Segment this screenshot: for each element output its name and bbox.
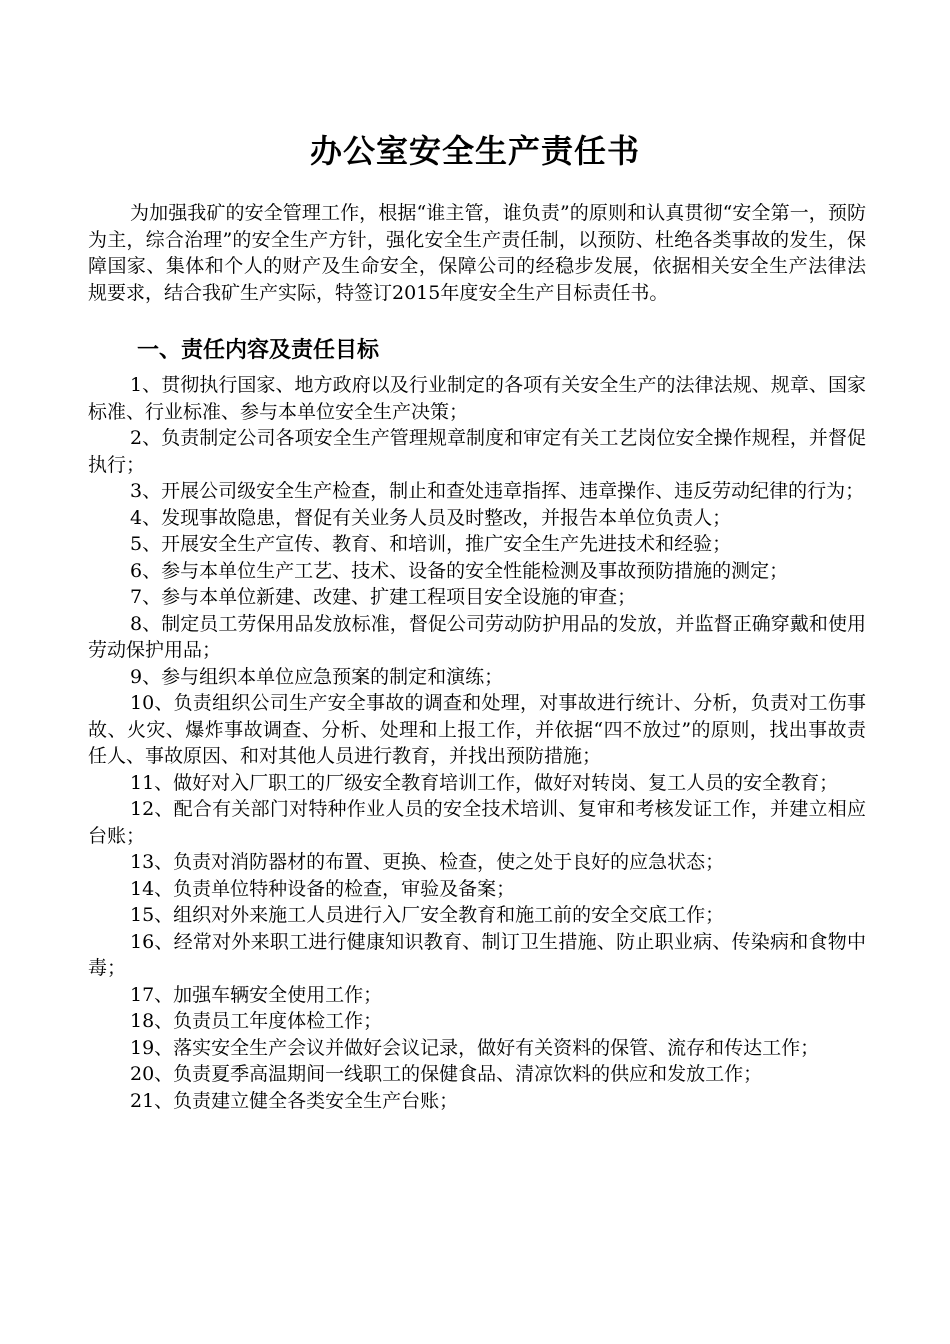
list-item: 14、负责单位特种设备的检查，审验及备案； [130,877,516,900]
list-item: 3、开展公司级安全生产检查，制止和查处违章指挥、违章操作、违反劳动纪律的行为； [130,480,865,502]
intro-paragraph: 为加强我矿的安全管理工作，根据“谁主管，谁负责”的原则和认真贯彻“安全第一，预防为主，综合治理”的安全生产方针，强化安全生产责任制，以预防、杜绝各类事故的发生，保障国家、集体和个人的财产及生命安全，保障公司的经稳步发展，依据相关安全生产法律法规要求，结合我矿生产实际，特签订2015年度安全生产目标责任书。 [88,202,866,304]
list-item: 17、加强车辆安全使用工作； [130,983,383,1006]
list-item: 7、参与本单位新建、改建、扩建工程项目安全设施的审查； [130,586,637,608]
list-item: 20、负责夏季高温期间一线职工的保健食品、清凉饮料的供应和发放工作； [130,1063,763,1085]
list-item: 10、负责组织公司生产安全事故的调查和处理，对事故进行统计、分析，负责对工伤事故、火灾、爆炸事故调查、分析、处理和上报工作，并依据“四不放过”的原则，找出事故责任人、事故原因、和对其他人员进行教育，并找出预防措施； [88,692,866,767]
list-item: 11、做好对入厂职工的厂级安全教育培训工作，做好对转岗、复工人员的安全教育； [130,771,839,794]
list-item: 16、经常对外来职工进行健康知识教育、制订卫生措施、防止职业病、传染病和食物中毒； [88,930,866,979]
list-item: 1、贯彻执行国家、地方政府以及行业制定的各项有关安全生产的法律法规、规章、国家标准、行业标准、参与本单位安全生产决策； [88,374,866,423]
section-heading: 一、责任内容及责任目标 [137,337,380,363]
list-item: 13、负责对消防器材的布置、更换、检查，使之处于良好的应急状态； [130,851,725,873]
document-title: 办公室安全生产责任书 [309,132,640,170]
list-item: 9、参与组织本单位应急预案的制定和演练； [130,665,504,688]
list-item: 21、负责建立健全各类安全生产台账； [130,1089,459,1112]
list-item: 2、负责制定公司各项安全生产管理规章制度和审定有关工艺岗位安全操作规程，并督促执行； [88,427,866,476]
list-item: 4、发现事故隐患，督促有关业务人员及时整改，并报告本单位负责人； [130,506,732,529]
list-item: 6、参与本单位生产工艺、技术、设备的安全性能检测及事故预防措施的测定； [130,559,789,582]
list-item: 19、落实安全生产会议并做好会议记录，做好有关资料的保管、流存和传达工作； [130,1036,820,1059]
intro-section [88,200,866,306]
responsibility-list [88,372,866,1114]
list-item: 12、配合有关部门对特种作业人员的安全技术培训、复审和考核发证工作，并建立相应台账； [88,798,866,847]
list-item: 5、开展安全生产宣传、教育、和培训，推广安全生产先进技术和经验； [130,533,732,555]
list-item: 15、组织对外来施工人员进行入厂安全教育和施工前的安全交底工作； [130,904,725,926]
list-item: 8、制定员工劳保用品发放标准，督促公司劳动防护用品的发放，并监督正确穿戴和使用劳动保护用品； [88,612,866,661]
list-item: 18、负责员工年度体检工作； [130,1010,383,1032]
